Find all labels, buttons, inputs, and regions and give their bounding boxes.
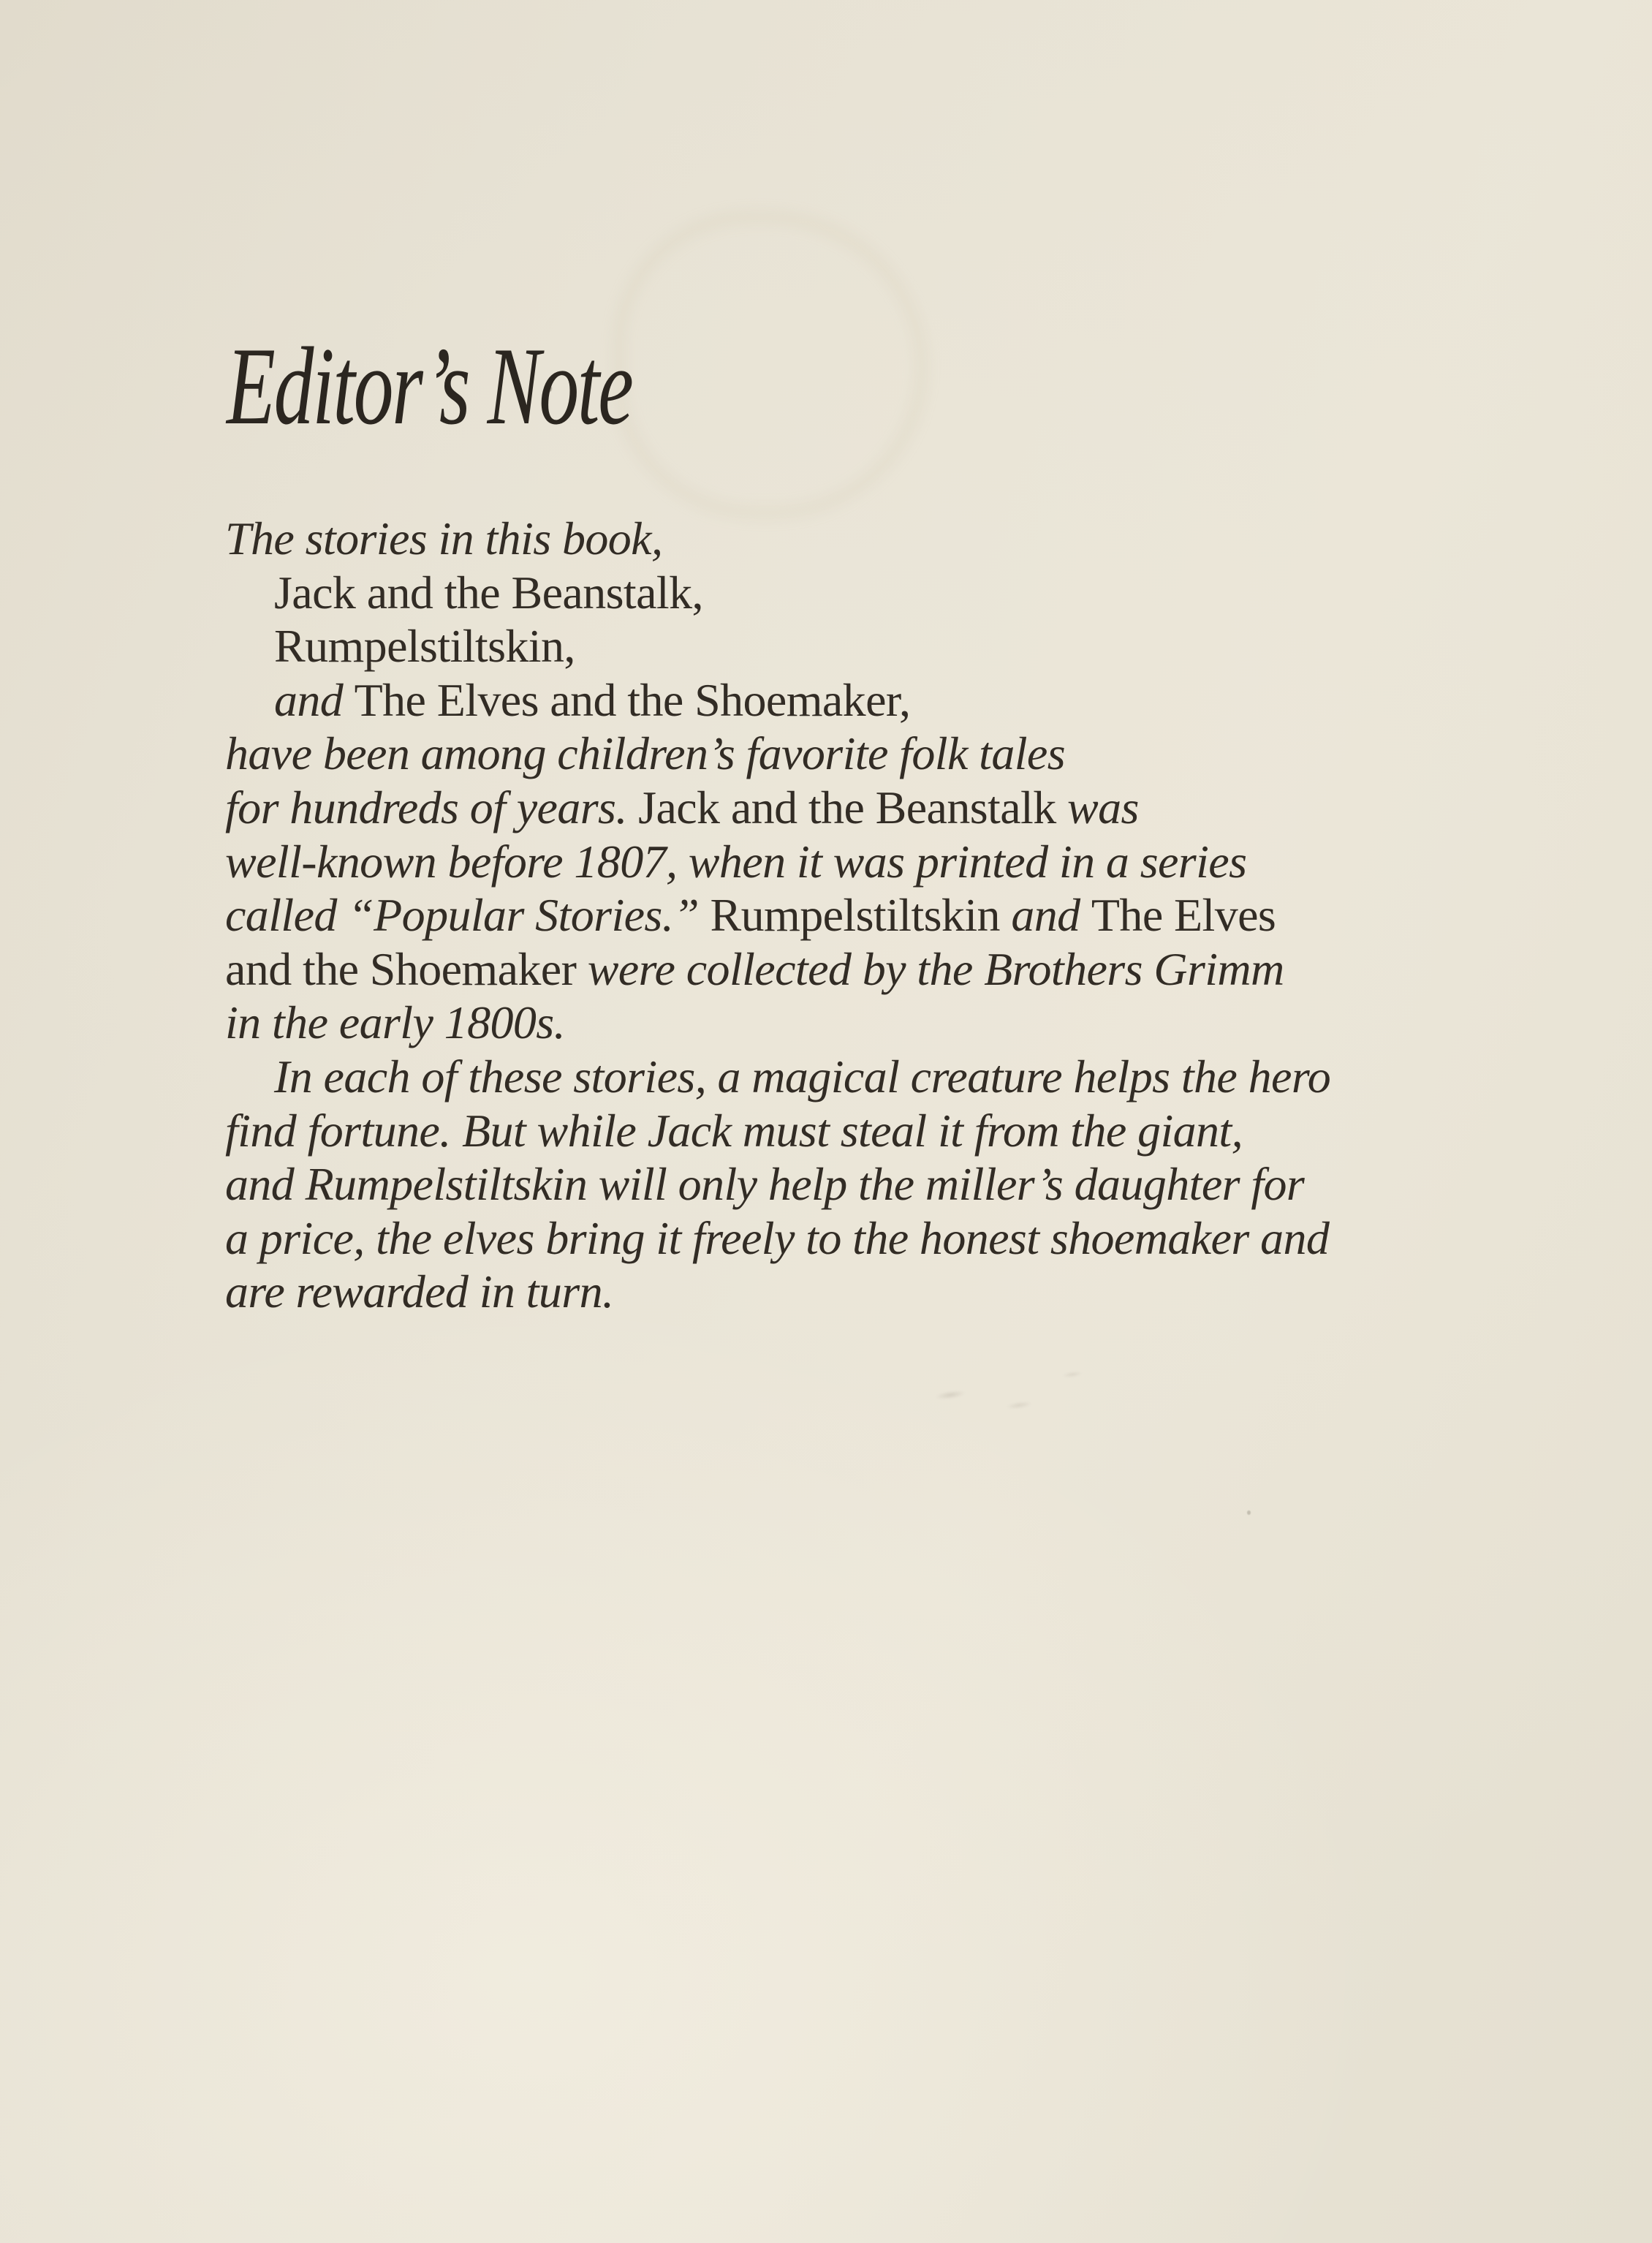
text-segment: The Elves and the Shoemaker, xyxy=(354,673,911,726)
text-segment: are rewarded in turn. xyxy=(225,1266,614,1318)
text-segment: in the early 1800s. xyxy=(225,996,565,1049)
text-segment: find fortune. But while Jack must steal it from the giant, xyxy=(225,1104,1243,1157)
text-segment: The stories in this book, xyxy=(225,512,663,564)
text-segment: Rumpelstiltskin, xyxy=(274,620,575,673)
text-line xyxy=(225,835,1636,889)
text-segment: and xyxy=(1011,889,1091,942)
text-line xyxy=(225,1050,1636,1104)
page-title: Editor’s Note xyxy=(227,325,632,447)
text-segment: have been among children’s favorite folk tales xyxy=(225,727,1066,780)
text-segment: were collected by the Brothers Grimm xyxy=(587,942,1284,995)
text-line xyxy=(225,512,1636,566)
text-line xyxy=(225,619,1636,673)
paper-smudge xyxy=(910,1354,1107,1445)
text-segment: and Rumpelstiltskin will only help the miller’s daughter for xyxy=(225,1158,1305,1211)
text-line xyxy=(225,781,1636,835)
text-segment: Jack and the Beanstalk, xyxy=(274,566,703,619)
text-line xyxy=(225,1265,1636,1319)
text-line xyxy=(225,1157,1636,1211)
text-segment: well-known before 1807, when it was printed in a series xyxy=(225,835,1247,888)
text-segment: In each of these stories, a magical creature helps the hero xyxy=(274,1050,1331,1102)
editors-note-text xyxy=(225,512,1636,1319)
text-segment: Jack and the Beanstalk xyxy=(638,781,1068,833)
text-line xyxy=(225,888,1636,942)
text-line xyxy=(225,727,1636,781)
text-segment: and xyxy=(274,673,355,726)
text-line xyxy=(225,1104,1636,1158)
text-line xyxy=(225,942,1636,996)
text-segment: was xyxy=(1067,781,1139,833)
paper-speck xyxy=(1247,1510,1251,1515)
text-line xyxy=(225,1211,1636,1266)
text-segment: and the Shoemaker xyxy=(225,942,588,995)
text-line xyxy=(225,996,1636,1050)
text-segment: The Elves xyxy=(1091,889,1276,942)
show-through-mark xyxy=(614,212,927,518)
text-segment: for hundreds of years. xyxy=(225,781,639,833)
text-line xyxy=(225,566,1636,620)
text-segment: a price, the elves bring it freely to the honest shoemaker and xyxy=(225,1211,1330,1264)
text-segment: called “Popular Stories.” xyxy=(225,889,711,942)
text-line xyxy=(225,673,1636,727)
text-segment: Rumpelstiltskin xyxy=(710,889,1012,942)
